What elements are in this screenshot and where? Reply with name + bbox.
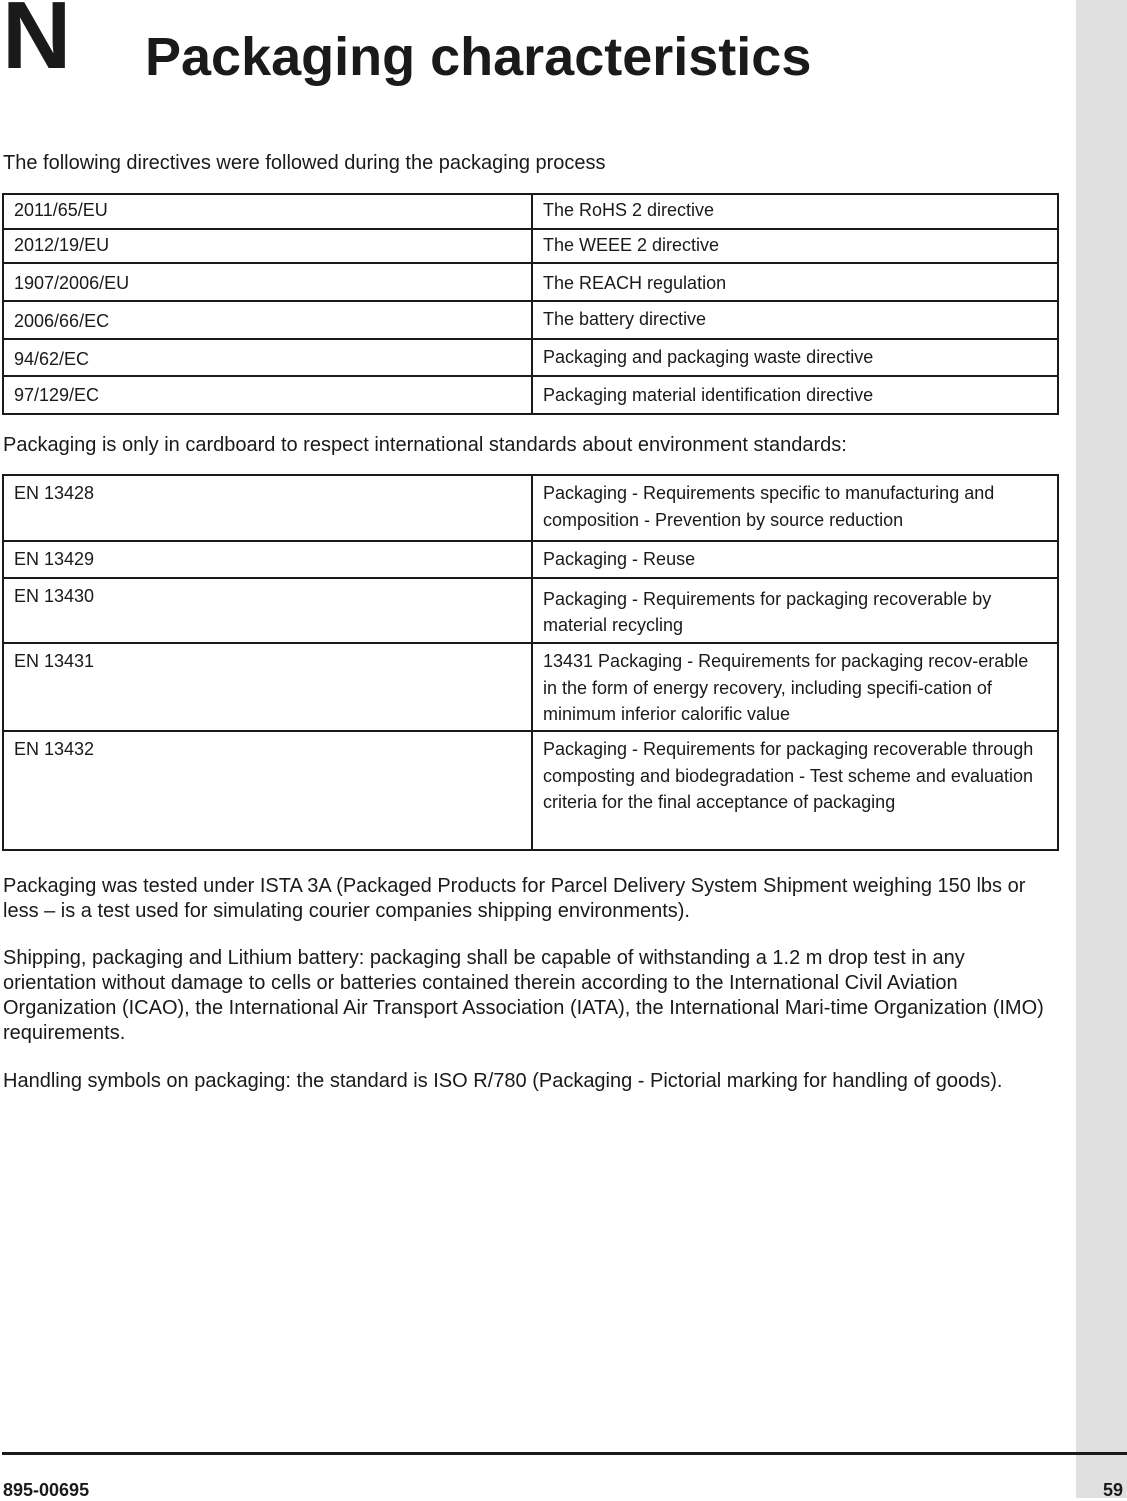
directive-code: 97/129/EC <box>3 376 532 414</box>
table-row <box>3 731 1058 850</box>
directive-name: The REACH regulation <box>532 263 1058 301</box>
directives-table <box>2 193 1059 415</box>
standard-description: Packaging - Requirements for packaging recoverable by material recycling <box>532 578 1058 643</box>
directive-name: The RoHS 2 directive <box>532 194 1058 229</box>
handling-paragraph: Handling symbols on packaging: the standard is ISO R/780 (Packaging - Pictorial marking for handling of goods). <box>3 1070 1003 1092</box>
standard-code: EN 13430 <box>3 578 532 643</box>
standard-description: 13431 Packaging - Requirements for packaging recov-erable in the form of energy recovery, including specifi-cation of minimum inferior calorific value <box>532 643 1058 731</box>
table-row <box>3 541 1058 578</box>
standard-code: EN 13431 <box>3 643 532 731</box>
table-row <box>3 643 1058 731</box>
directive-name: The WEEE 2 directive <box>532 229 1058 263</box>
chapter-letter: N <box>2 0 72 89</box>
directive-code: 2006/66/EC <box>3 301 532 339</box>
table-row <box>3 301 1058 339</box>
directive-code: 94/62/EC <box>3 339 532 376</box>
shipping-paragraph: Shipping, packaging and Lithium battery: packaging shall be capable of withstanding a 1.2 m drop test in any orientation without damage to cells or batteries contained therein according to the International Civil Aviation Organization (ICAO), the International Air Transport Association (IATA), the International Mari-time Organization (IMO) requirements. <box>3 947 1044 1044</box>
standards-intro: Packaging is only in cardboard to respect international standards about environment standards: <box>3 434 847 456</box>
standard-description: Packaging - Requirements for packaging recoverable through composting and biodegradation - Test scheme and evaluation criteria for the final acceptance of packaging <box>532 731 1058 850</box>
table-row <box>3 376 1058 414</box>
directive-code: 2012/19/EU <box>3 229 532 263</box>
table-row <box>3 263 1058 301</box>
footer-rule <box>2 1452 1127 1455</box>
directive-code: 2011/65/EU <box>3 194 532 229</box>
standards-table <box>2 474 1059 851</box>
page-side-band <box>1076 0 1127 1498</box>
directive-name: Packaging and packaging waste directive <box>532 339 1058 376</box>
footer-doc-number: 895-00695 <box>3 1480 90 1500</box>
table-row <box>3 475 1058 541</box>
table-row <box>3 578 1058 643</box>
directive-name: The battery directive <box>532 301 1058 339</box>
standard-description: Packaging - Requirements specific to manufacturing and composition - Prevention by source reduction <box>532 475 1058 541</box>
table-row <box>3 229 1058 263</box>
directive-code: 1907/2006/EU <box>3 263 532 301</box>
table-row <box>3 339 1058 376</box>
standard-code: EN 13428 <box>3 475 532 541</box>
standard-code: EN 13429 <box>3 541 532 578</box>
directives-intro: The following directives were followed during the packaging process <box>3 152 606 174</box>
directive-name: Packaging material identification directive <box>532 376 1058 414</box>
chapter-title: Packaging characteristics <box>145 27 812 87</box>
standard-description: Packaging - Reuse <box>532 541 1058 578</box>
ista-paragraph: Packaging was tested under ISTA 3A (Packaged Products for Parcel Delivery System Shipment weighing 150 lbs or less – is a test used for simulating courier companies shipping environments). <box>3 875 1026 922</box>
table-row <box>3 194 1058 229</box>
standard-code: EN 13432 <box>3 731 532 850</box>
footer-page-number: 59 <box>1102 1480 1123 1500</box>
